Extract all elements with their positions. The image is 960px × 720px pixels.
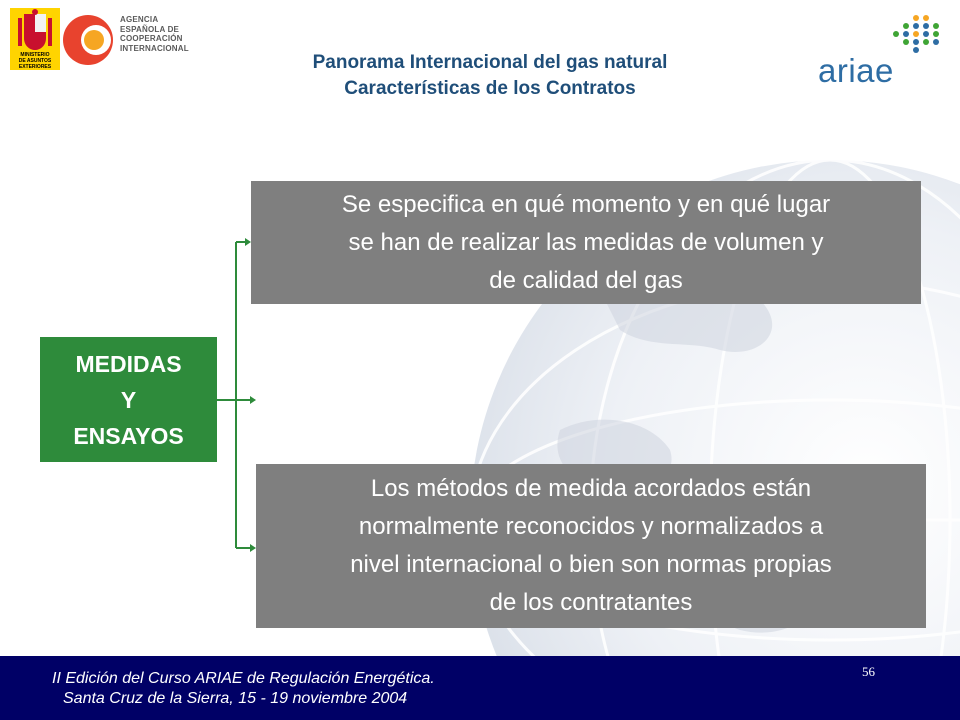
agency-name (120, 15, 230, 53)
page-number: 56 (862, 664, 875, 679)
topic-line-1: MEDIDAS (75, 350, 182, 377)
topic-box (40, 337, 217, 462)
footer-course-location: Santa Cruz de la Sierra, 15 - 19 noviembre 2004 (63, 690, 408, 707)
box-bottom-line-1: Los métodos de medida acordados están (370, 475, 812, 502)
title-line-2: Características de los Contratos (344, 78, 636, 99)
box-top-line-3: de calidad del gas (489, 266, 683, 294)
agency-name-line: ESPAÑOLA DE (120, 24, 180, 34)
ministry-line-1: MINISTERIO (20, 52, 50, 58)
agency-name-line: INTERNACIONAL (120, 43, 189, 53)
footer-bar (0, 656, 960, 720)
agency-name-line: COOPERACIÓN (120, 34, 183, 43)
title-line-1: Panorama Internacional del gas natural (312, 52, 668, 73)
topic-line-3: ENSAYOS (73, 422, 184, 449)
measurement-location-box (251, 181, 921, 304)
ministry-line-2: DE ASUNTOS (18, 58, 52, 64)
slide-title (240, 50, 740, 102)
footer-course-title: II Edición del Curso ARIAE de Regulación Energética. (52, 670, 435, 687)
measurement-methods-box (256, 464, 926, 628)
ministry-coat-of-arms-logo (10, 8, 60, 70)
box-top-line-1: Se especifica en qué momento y en qué lugar (341, 190, 831, 218)
ministry-line-3: EXTERIORES (18, 64, 52, 70)
agency-name-line: AGENCIA (120, 15, 159, 24)
topic-line-2: Y (120, 386, 137, 413)
box-bottom-line-2: normalmente reconocidos y normalizados a (358, 513, 824, 540)
box-bottom-line-3: nivel internacional o bien son normas propias (350, 551, 832, 578)
box-bottom-line-4: de los contratantes (489, 589, 693, 616)
box-top-line-2: se han de realizar las medidas de volumen y (348, 228, 824, 256)
ariae-wordmark: ariae (818, 52, 894, 89)
aeci-logo-mark (60, 12, 116, 68)
